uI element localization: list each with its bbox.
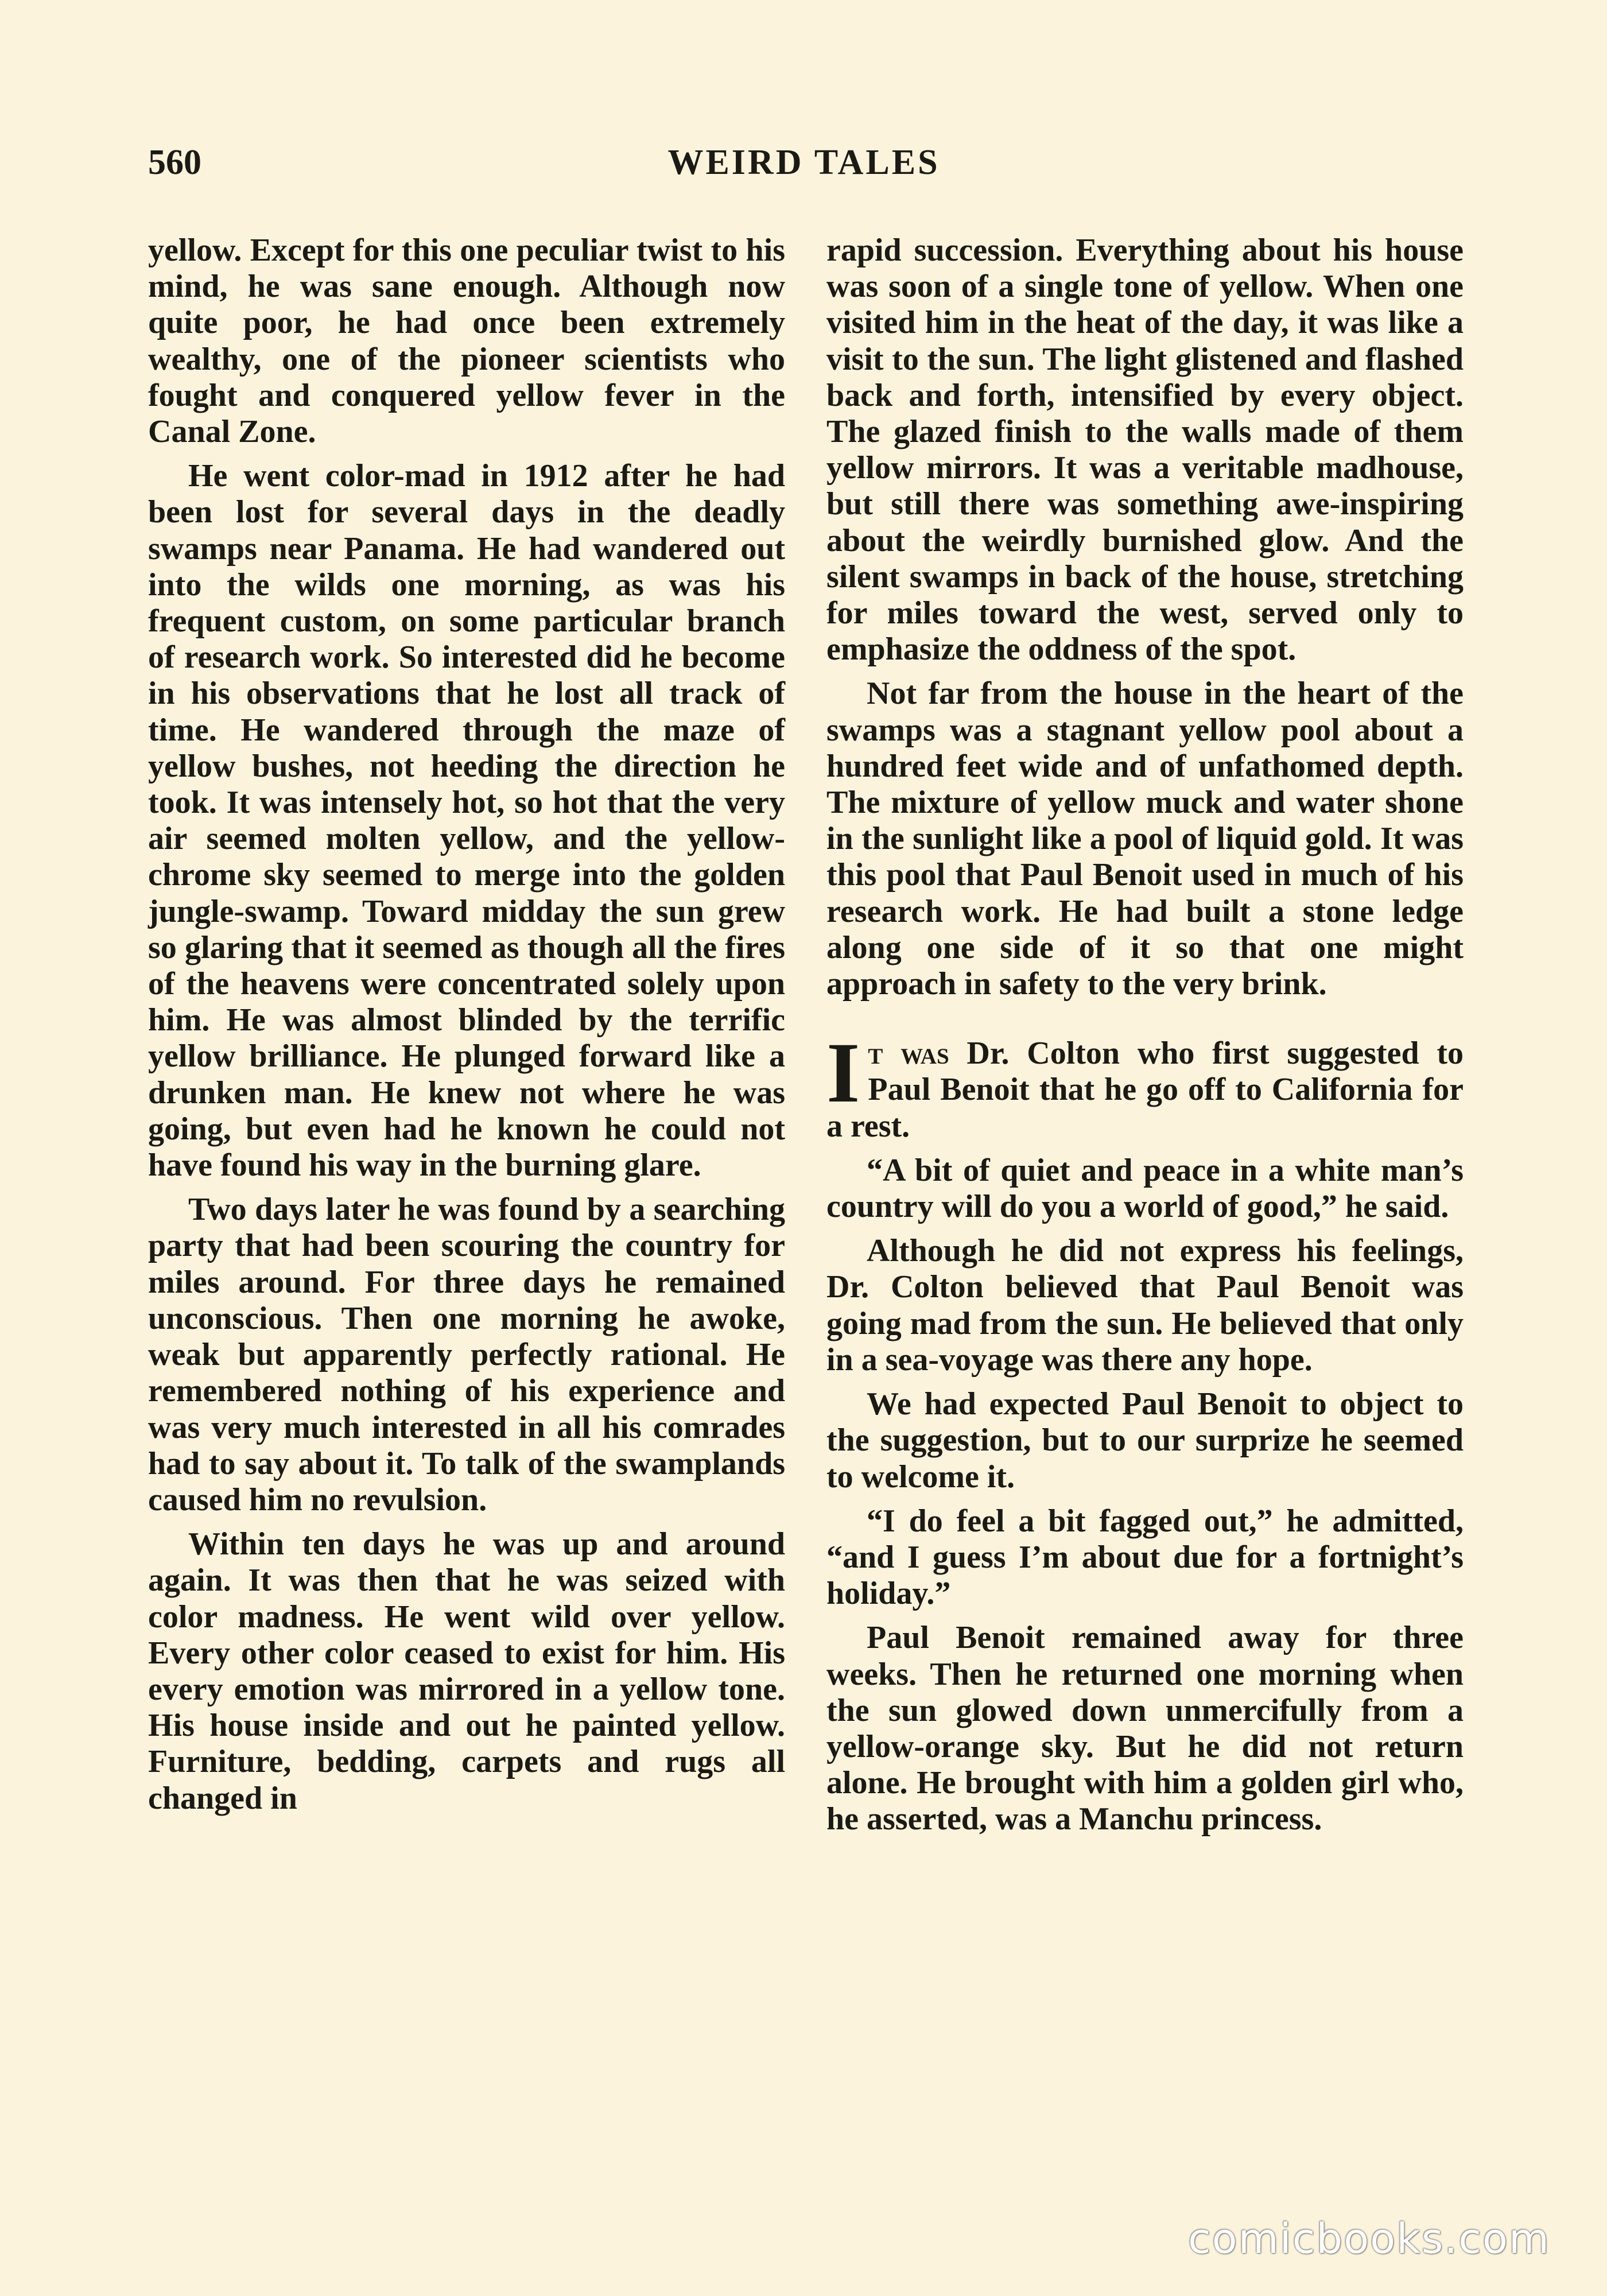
paragraph: Although he did not express his feelings, Dr. Colton believed that Paul Benoit was going mad from the sun. He believed that only in a sea-voyage was there any hope. (826, 1233, 1464, 1378)
paragraph: “A bit of quiet and peace in a white man’s country will do you a world of good,” he said. (826, 1152, 1464, 1225)
page-header (148, 137, 1460, 194)
paragraph: rapid succession. Everything about his house was soon of a single tone of yellow. When one visited him in the heat of the day, it was like a visit to the sun. The light glistened and flashed back and forth, intensified by every object. The glazed finish to the walls made of them yellow mirrors. It was a veritable madhouse, but still there was something awe-inspiring about the weirdly burnished glow. And the silent swamps in back of the house, stretching for miles toward the west, served only to emphasize the oddness of the spot. (826, 232, 1464, 668)
drop-cap: I (826, 1025, 860, 1121)
paragraph: Not far from the house in the heart of the swamps was a stagnant yellow pool about a hundred feet wide and of unfathomed depth. The mixture of yellow muck and water shone in the sunlight like a pool of liquid gold. It was this pool that Paul Benoit used in much of his research work. He had built a stone ledge along one side of it so that one might approach in safety to the very brink. (826, 676, 1464, 1002)
right-column (826, 232, 1464, 1846)
paragraph: Two days later he was found by a searching party that had been scouring the country for miles around. For three days he remained unconscious. Then one morning he awoke, weak but apparently perfectly rational. He remembered nothing of his experience and was very much interested in all his comrades had to say about it. To talk of the swamplands caused him no revulsion. (148, 1192, 785, 1518)
running-head: WEIRD TALES (667, 143, 940, 182)
small-caps-lead: t was (868, 1035, 949, 1072)
paragraph: yellow. Except for this one peculiar twist to his mind, he was sane enough. Although now quite poor, he had once been extremely wealthy, one of the pioneer scientists who fought and conquered yellow fever in the Canal Zone. (148, 232, 785, 450)
paragraph-text: Dr. Colton who first suggested to Paul Benoit that he go off to California for a rest. (826, 1035, 1464, 1144)
left-column (148, 232, 785, 1825)
paragraph: We had expected Paul Benoit to object to the suggestion, but to our surprize he seemed to welcome it. (826, 1386, 1464, 1495)
section-opening-paragraph (826, 1025, 1464, 1145)
paragraph: Paul Benoit remained away for three weeks. Then he returned one morning when the sun glowed down unmercifully from a yellow-orange sky. But he did not return alone. He brought with him a golden girl who, he asserted, was a Manchu princess. (826, 1620, 1464, 1837)
page-number: 560 (148, 143, 201, 182)
watermark: comicbooks.com (1188, 2214, 1551, 2263)
paragraph: Within ten days he was up and around again. It was then that he was seized with color madness. He went wild over yellow. Every other color ceased to exist for him. His every emotion was mirrored in a yellow tone. His house inside and out he painted yellow. Furniture, bedding, carpets and rugs all changed in (148, 1526, 785, 1816)
paragraph: He went color-mad in 1912 after he had been lost for several days in the deadly swamps near Panama. He had wandered out into the wilds one morning, as was his frequent custom, on some particular branch of research work. So interested did he become in his observations that he lost all track of time. He wandered through the maze of yellow bushes, not heeding the direction he took. It was intensely hot, so hot that the very air seemed molten yellow, and the yellow-chrome sky seemed to merge into the golden jungle-swamp. Toward midday the sun grew so glaring that it seemed as though all the fires of the heavens were concentrated solely upon him. He was almost blinded by the terrific yellow brilliance. He plunged forward like a drunken man. He knew not where he was going, but even had he known he could not have found his way in the burning glare. (148, 458, 785, 1184)
paragraph: “I do feel a bit fagged out,” he admitted, “and I guess I’m about due for a fortnight’s holiday.” (826, 1503, 1464, 1612)
